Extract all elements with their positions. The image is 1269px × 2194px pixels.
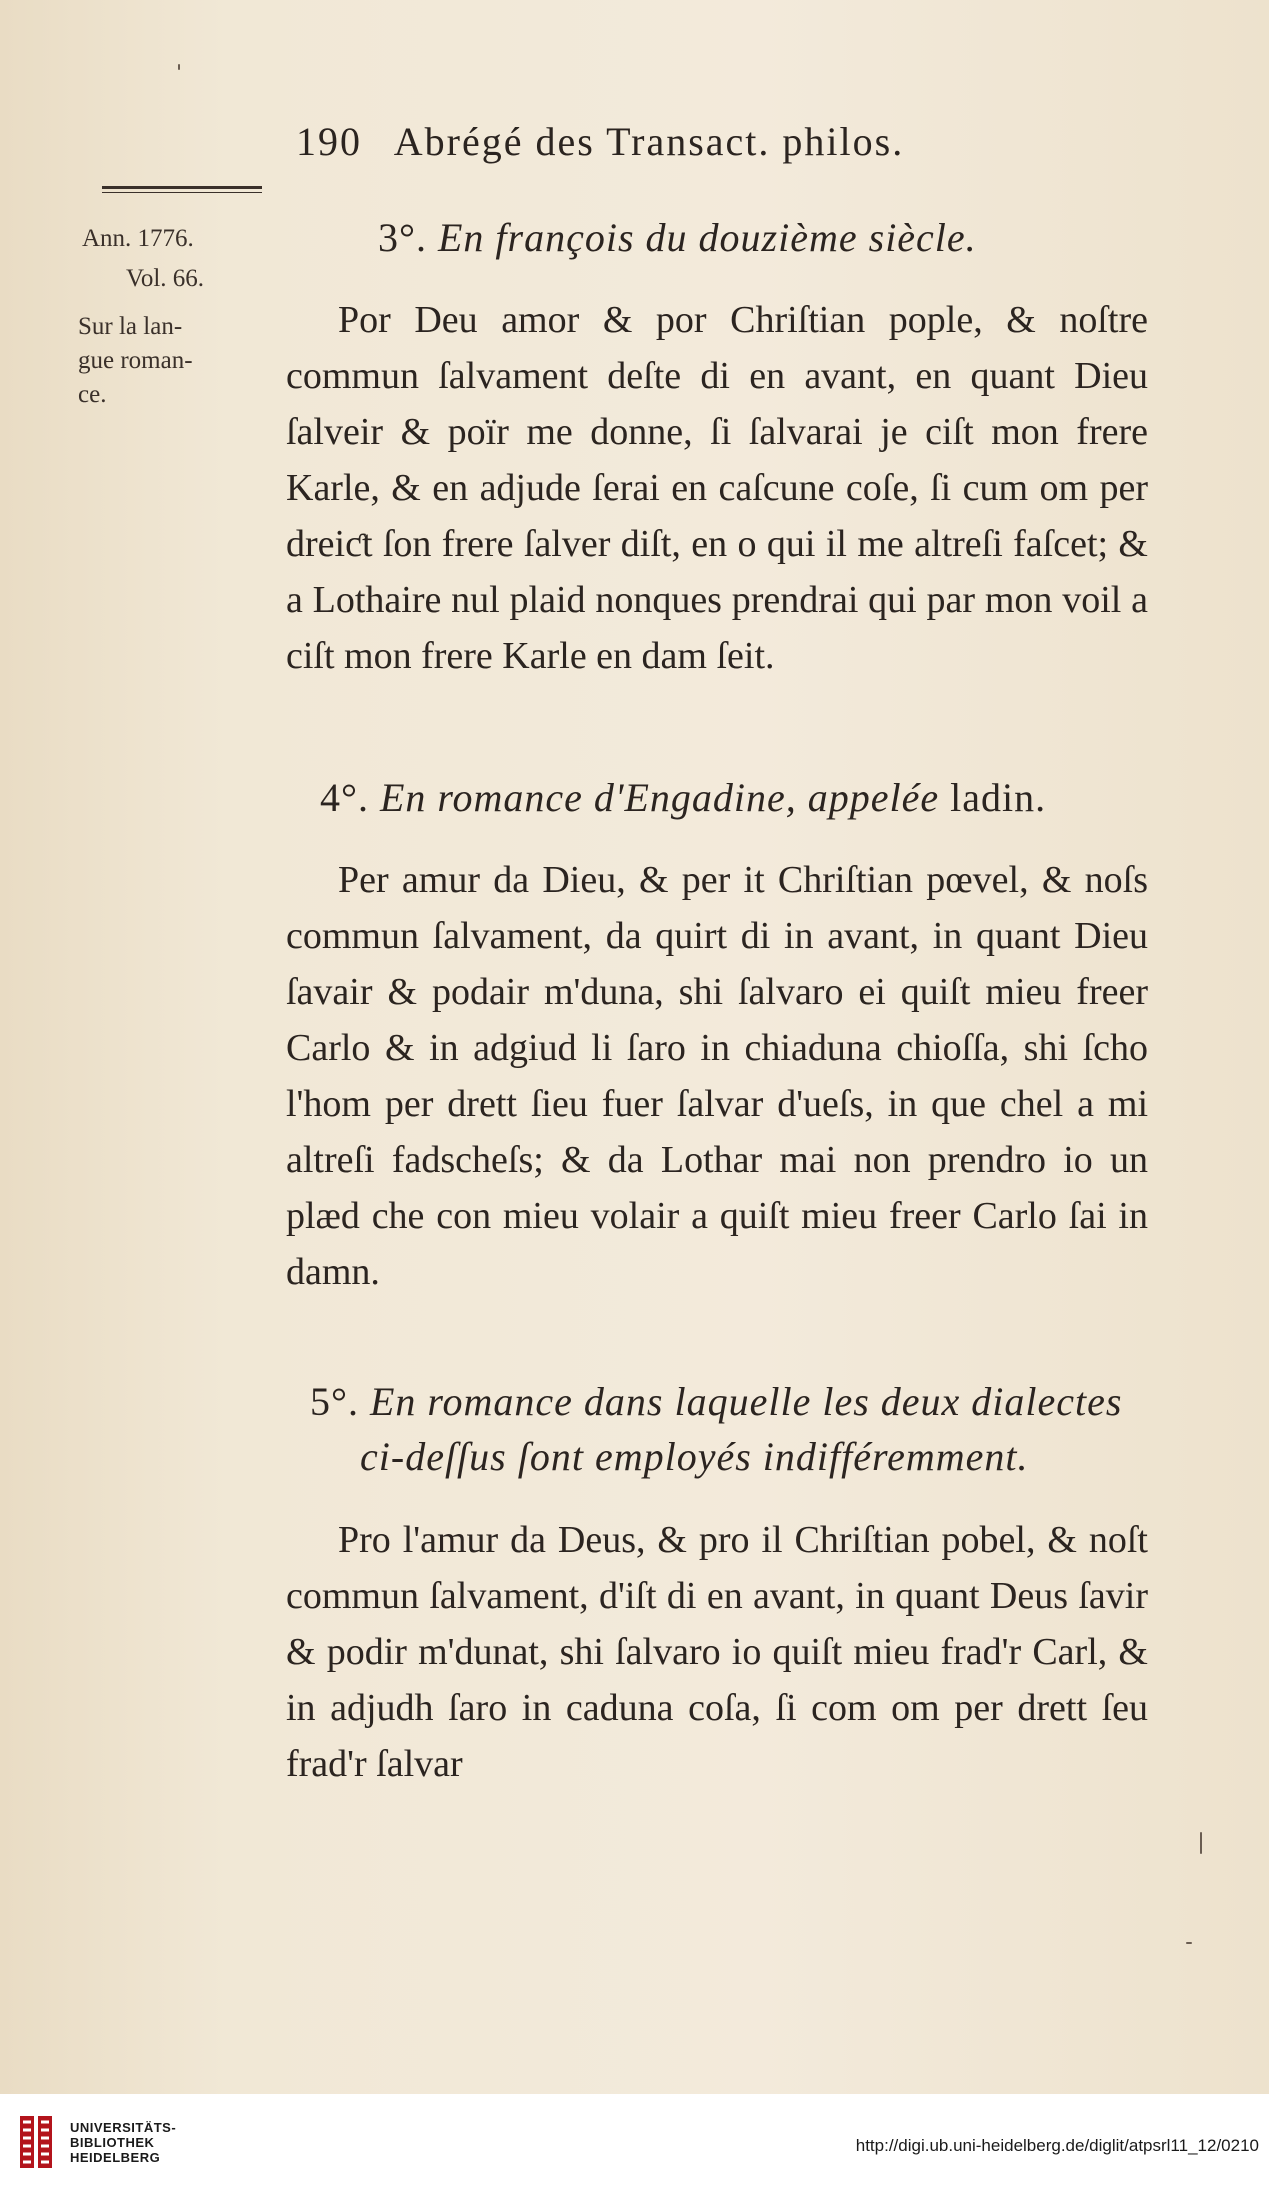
section-heading-4: 4°. En romance d'Engadine, appelée ladin.: [320, 775, 1047, 820]
permalink[interactable]: http://digi.ub.uni-heidelberg.de/diglit/atpsrl11_12/0210: [855, 2136, 1259, 2155]
section-text-5: Pro l'amur da Deus, & pro il Chriſtian pobel, & noſt commun ſalvament, d'iſt di en avant, in quant Deus ſavir & podir m'dunat, shi ſalvaro io quiſt mieu frad'r Carl, & in adjudh ſaro in caduna coſa, ſi com om per drett ſeu frad'r ſalvar: [286, 1519, 1148, 1785]
section-number: 4: [320, 775, 341, 820]
paper-speck: [178, 64, 180, 70]
university-library-logo-icon: [14, 2112, 58, 2172]
section-number: 3: [378, 215, 399, 260]
margin-note-topic-line: gue roman-: [78, 347, 193, 374]
paper-speck: [1186, 1942, 1192, 1944]
page-number: 190: [296, 119, 362, 164]
section-heading-5: 5°. En romance dans laquelle les deux dialectes: [310, 1379, 1123, 1424]
section-number: 5: [310, 1379, 331, 1424]
footer-bar: [0, 2094, 1269, 2194]
header-rule: [102, 186, 262, 189]
section-title: En romance d'Engadine, appelée: [380, 775, 940, 820]
library-name: [70, 2120, 176, 2165]
section-title-line1: En romance dans laquelle les deux dialectes: [370, 1379, 1123, 1424]
section-heading-5-line2: ci-deſſus ſont employés indifféremment.: [360, 1434, 1029, 1479]
section-text-3: Por Deu amor & por Chriſtian pople, & noſtre commun ſalvament deſte di en avant, en quant Dieu ſalveir & poïr me donne, ſi ſalvarai je ciſt mon frere Karle, & en adjude ſerai en caſcune coſe, ſi cum om per dreiƈt ſon frere ſalver diſt, en o qui il me altreſi faſcet; & a Lothaire nul plaid nonques prendrai qui par mon voil a ciſt mon frere Karle en dam ſeit.: [286, 299, 1148, 677]
library-name-line: UNIVERSITÄTS-: [70, 2120, 177, 2135]
margin-note-year: Ann. 1776.: [82, 225, 194, 252]
header-rule-thin: [102, 192, 262, 193]
section-title-upright: ladin.: [950, 775, 1047, 820]
running-header: [296, 118, 1076, 165]
paper-speck: [1200, 1832, 1202, 1854]
margin-note-topic-line: Sur la lan-: [78, 313, 183, 340]
margin-note-topic: [78, 310, 193, 412]
section-heading-3: 3°. En françois du douzième siècle.: [378, 215, 977, 260]
library-name-line: BIBLIOTHEK: [70, 2135, 155, 2150]
section-title: En françois du douzième siècle.: [438, 215, 977, 260]
section-text-4: Per amur da Dieu, & per it Chriſtian pœvel, & noſs commun ſalvament, da quirt di in avant, in quant Dieu ſavair & podair m'duna, shi ſalvaro ei quiſt mieu freer Carlo & in adgiud li ſaro in chiaduna chioſſa, shi ſcho l'hom per drett ſieu fuer ſalvar d'ueſs, in que chel a mi altreſi fadscheſs; & da Lothar mai non prendro io un plæd che con mieu volair a quiſt mieu freer Carlo ſai in damn.: [286, 859, 1148, 1293]
margin-note-volume: Vol. 66.: [126, 265, 205, 292]
library-name-line: HEIDELBERG: [70, 2150, 161, 2165]
margin-note-topic-line: ce.: [78, 381, 107, 408]
running-title: Abrégé des Transact. philos.: [393, 119, 905, 164]
